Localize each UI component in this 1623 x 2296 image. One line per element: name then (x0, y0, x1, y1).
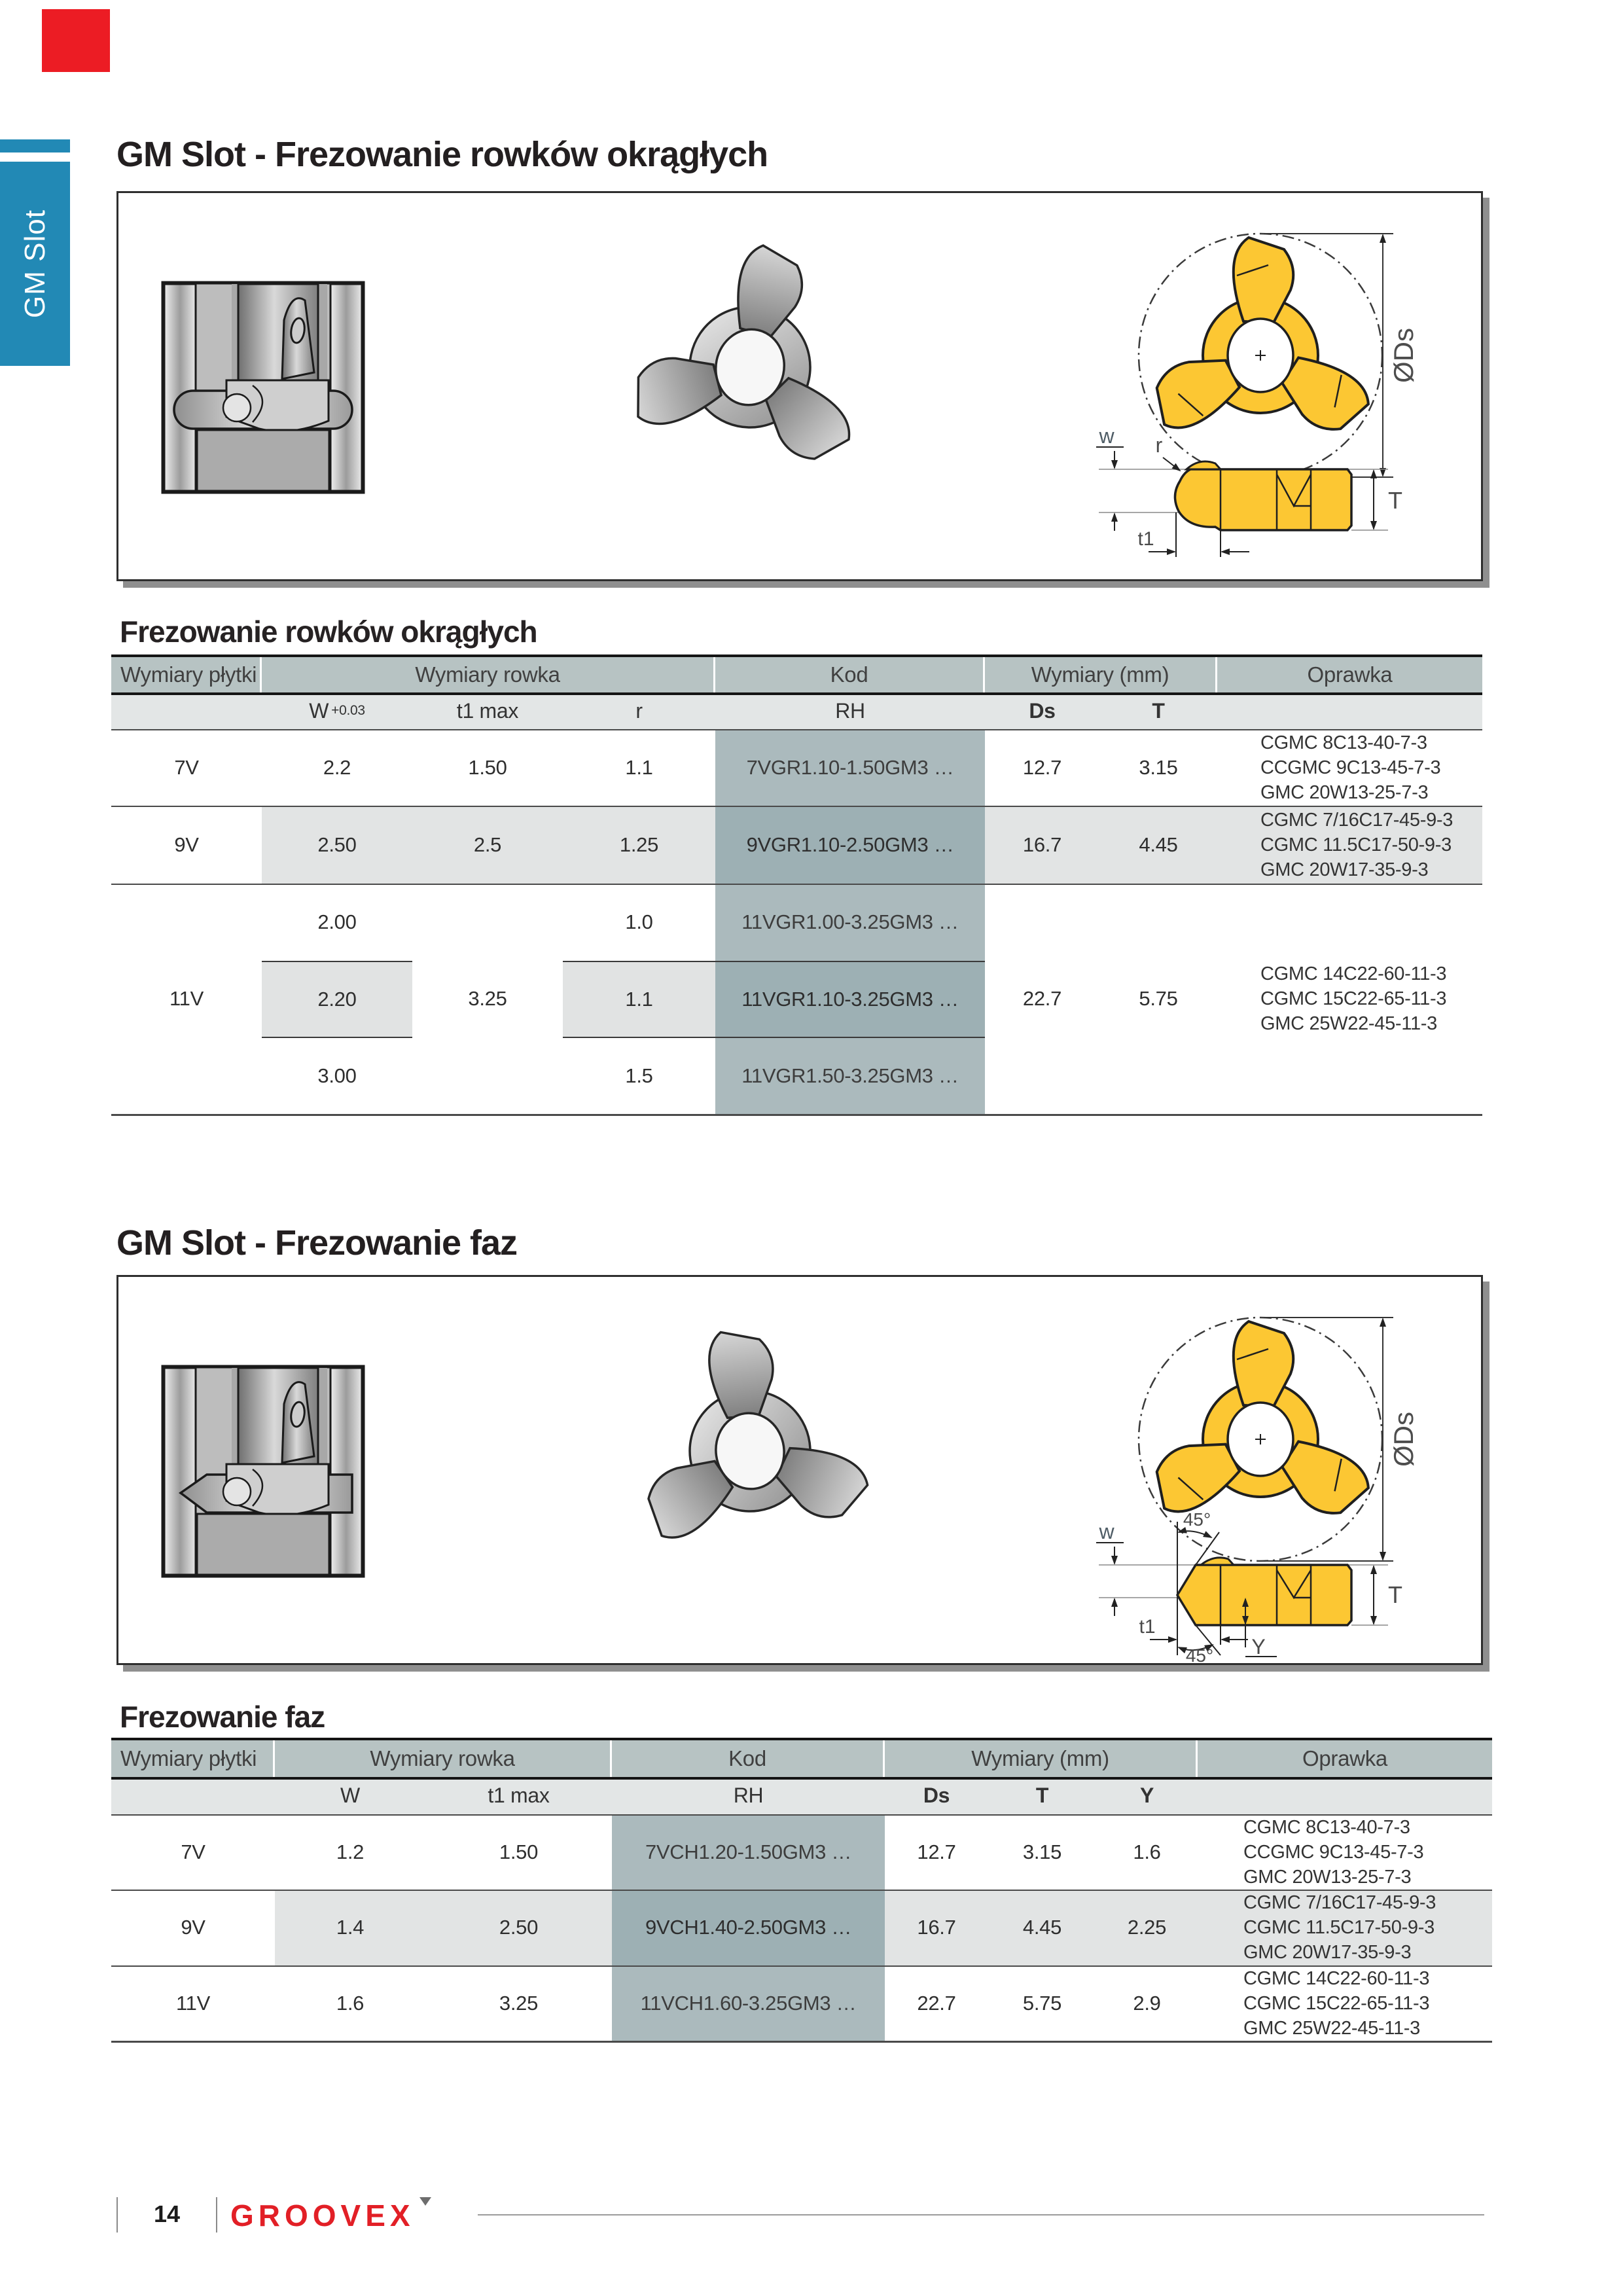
cell-oprawka: CGMC 14C22-60-11-3 CGMC 15C22-65-11-3 GMC 25W22-45-11-3 (1260, 963, 1447, 1034)
cell-w: 1.2 (336, 1840, 365, 1863)
deg45-bottom-label: 45° (1185, 1645, 1214, 1663)
triangle-icon (419, 2197, 431, 2206)
cell-t: 5.75 (1022, 1991, 1062, 2015)
sub-header-rh: RH (715, 692, 985, 729)
cell-t1: 1.50 (499, 1840, 539, 1863)
t1-dim-label: t1 (1139, 1616, 1156, 1638)
sub-header-ds: Ds (985, 692, 1099, 729)
table2-title: Frezowanie faz (120, 1700, 325, 1734)
cell-w: 1.4 (275, 1890, 425, 1965)
section1-title: GM Slot - Frezowanie rowków okrągłych (116, 135, 768, 174)
brand-logo (230, 2198, 415, 2233)
cell-kod: 9VCH1.40-2.50GM3 … (612, 1890, 885, 1965)
dds-dim-label: ØDs (1388, 1412, 1419, 1467)
cell-kod: 11VGR1.10-3.25GM3 … (715, 961, 985, 1038)
cell-ds: 12.7 (1022, 755, 1062, 779)
sidebar-tab-strip (0, 139, 70, 152)
sub-header-t1max: t1 max (412, 692, 563, 729)
table-frezowanie-faz (111, 1738, 1492, 2043)
brand-logo-text: GROOVEX (230, 2198, 415, 2233)
cell-r: 1.5 (625, 1064, 653, 1087)
cell-r: 1.0 (625, 910, 653, 933)
cell-oprawka: CGMC 7/16C17-45-9-3 CGMC 11.5C17-50-9-3 GMC 20W17-35-9-3 (1198, 1890, 1492, 1965)
sub-header (1198, 1777, 1492, 1814)
footer-divider (216, 2197, 217, 2233)
cell-kod: 11VGR1.00-3.25GM3 … (715, 884, 985, 961)
w-dim-label: w (1099, 1520, 1115, 1543)
section2-title: GM Slot - Frezowanie faz (116, 1223, 518, 1263)
sub-header (111, 692, 262, 729)
table1-title: Frezowanie rowków okrągłych (120, 615, 537, 649)
cell-w: 2.00 (317, 910, 357, 933)
y-dim-label: Y (1251, 1635, 1266, 1659)
cell-r: 1.1 (563, 961, 715, 1038)
cell-oprawka: CGMC 8C13-40-7-3 CCGMC 9C13-45-7-3 GMC 20W13-25-7-3 (1260, 732, 1441, 803)
dds-dim-label: ØDs (1388, 328, 1419, 383)
sub-header-rh: RH (612, 1777, 885, 1814)
col-header: Wymiary rowka (262, 657, 715, 692)
insert-photo (622, 244, 878, 486)
row-insert-name: 7V (174, 755, 199, 779)
chamfer-side-profile-diagram (1080, 1506, 1421, 1663)
col-header: Wymiary (mm) (885, 1740, 1198, 1777)
cell-kod: 11VGR1.50-3.25GM3 … (715, 1038, 985, 1114)
row-insert-name: 7V (181, 1840, 205, 1863)
sub-header-r: r (563, 692, 715, 729)
cell-t: 4.45 (1099, 806, 1217, 884)
sub-header (1217, 692, 1482, 729)
cell-t1: 2.50 (425, 1890, 612, 1965)
cell-t1: 3.25 (499, 1991, 539, 2015)
cell-ds: 16.7 (885, 1890, 988, 1965)
bore-cross-section-illustration (161, 1365, 365, 1578)
cell-y: 2.25 (1096, 1890, 1198, 1965)
w-dim-label: w (1099, 429, 1115, 448)
t-dim-label: T (1388, 487, 1402, 514)
insert-photo (622, 1328, 878, 1570)
cell-oprawka: CGMC 8C13-40-7-3 CCGMC 9C13-45-7-3 GMC 20W13-25-7-3 (1243, 1816, 1424, 1888)
col-header: Wymiary płytki (111, 657, 262, 692)
corner-mark (42, 9, 110, 72)
deg45-top-label: 45° (1183, 1509, 1211, 1530)
table-frezowanie-rowkow (111, 655, 1482, 1116)
sub-header-ds: Ds (885, 1777, 988, 1814)
sub-header-w: W +0.03 (262, 692, 412, 729)
footer-rule (478, 2214, 1484, 2215)
cell-r: 1.1 (625, 755, 653, 779)
cell-ds: 16.7 (985, 806, 1099, 884)
cell-w: 3.00 (317, 1064, 357, 1087)
page-number: 14 (153, 2200, 181, 2227)
t-dim-label: T (1388, 1581, 1402, 1608)
bore-cross-section-illustration (161, 281, 365, 494)
sub-header (111, 1777, 275, 1814)
cell-y: 1.6 (1133, 1840, 1161, 1863)
cell-w: 2.20 (262, 961, 412, 1038)
cell-oprawka: CGMC 14C22-60-11-3 CGMC 15C22-65-11-3 GMC 25W22-45-11-3 (1243, 1967, 1430, 2039)
footer-divider (116, 2197, 118, 2233)
cell-kod: 11VCH1.60-3.25GM3 … (612, 1965, 885, 2041)
cell-kod: 7VCH1.20-1.50GM3 … (612, 1814, 885, 1890)
col-header: Wymiary płytki (111, 1740, 275, 1777)
cell-w: 2.50 (262, 806, 412, 884)
cell-t1: 3.25 (468, 987, 507, 1010)
row-insert-name: 9V (181, 1916, 205, 1939)
cell-kod: 7VGR1.10-1.50GM3 … (715, 729, 985, 806)
cell-w: 2.2 (323, 755, 351, 779)
col-header: Oprawka (1198, 1740, 1492, 1777)
cell-ds: 12.7 (917, 1840, 956, 1863)
sub-header-w: W (275, 1777, 425, 1814)
row-insert-name: 11V (176, 1991, 210, 2015)
cell-t1: 2.5 (412, 806, 563, 884)
t1-dim-label: t1 (1137, 528, 1154, 550)
cell-t: 3.15 (1139, 755, 1178, 779)
cell-w: 1.6 (336, 1991, 365, 2015)
cell-t1: 1.50 (468, 755, 507, 779)
col-header: Wymiary rowka (275, 1740, 612, 1777)
cell-ds: 22.7 (1022, 987, 1062, 1010)
sub-header-t: T (1099, 692, 1217, 729)
cell-kod: 9VGR1.10-2.50GM3 … (715, 806, 985, 884)
cell-ds: 22.7 (917, 1991, 956, 2015)
cell-r: 1.25 (563, 806, 715, 884)
row-insert-name: 11V (169, 987, 204, 1010)
sub-header-t1max: t1 max (425, 1777, 612, 1814)
cell-t: 5.75 (1139, 987, 1178, 1010)
sidebar-tab (0, 162, 70, 366)
section1-image-box (116, 191, 1483, 581)
row-insert-name: 9V (174, 833, 199, 856)
col-header: Kod (612, 1740, 885, 1777)
cell-y: 2.9 (1133, 1991, 1161, 2015)
col-header: Wymiary (mm) (985, 657, 1217, 692)
cell-oprawka: CGMC 7/16C17-45-9-3 CGMC 11.5C17-50-9-3 GMC 20W17-35-9-3 (1217, 806, 1482, 884)
cell-t: 3.15 (1022, 1840, 1062, 1863)
sub-header-t: T (988, 1777, 1096, 1814)
sidebar-tab-label: GM Slot (18, 209, 51, 318)
col-header: Oprawka (1217, 657, 1482, 692)
col-header: Kod (715, 657, 985, 692)
cell-t: 4.45 (988, 1890, 1096, 1965)
side-profile-diagram (1080, 429, 1421, 573)
sub-header-y: Y (1096, 1777, 1198, 1814)
section2-image-box (116, 1275, 1483, 1665)
r-dim-label: r (1155, 433, 1163, 457)
